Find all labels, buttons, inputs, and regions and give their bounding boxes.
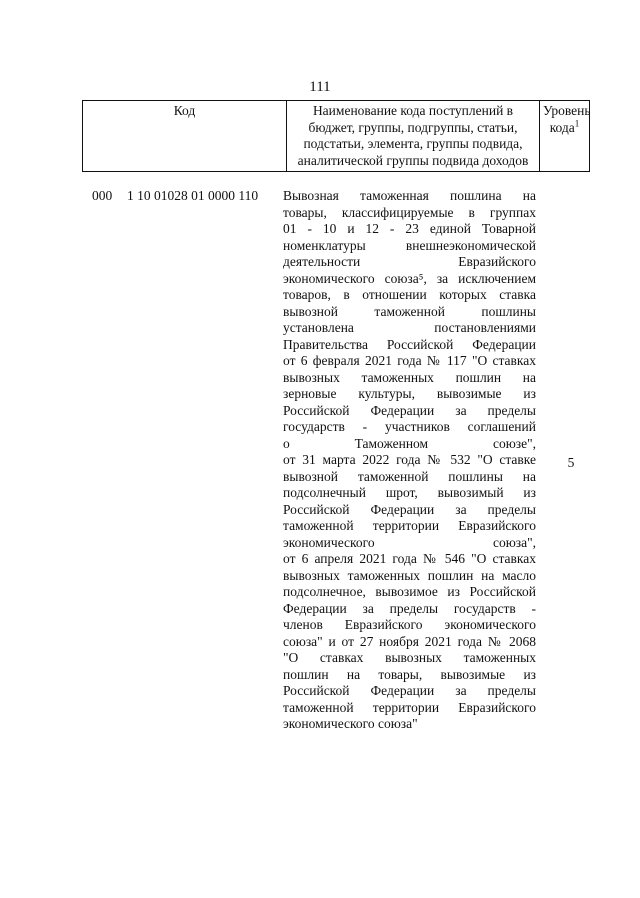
description-line: таможенной территории Евразийского	[283, 518, 536, 533]
description-line: Российской Федерации за пределы	[283, 402, 536, 418]
description-line: 01 - 10 и 12 - 23 единой Товарной	[283, 221, 536, 236]
description-line: пошлин на товары, вывозимые из	[283, 666, 536, 682]
page-number: 111	[309, 79, 331, 95]
header-level-label: Уровень кода	[543, 103, 591, 135]
description-line: установлена постановлениями	[283, 320, 536, 335]
row-level: 5	[567, 455, 575, 470]
header-level-cell	[540, 101, 590, 172]
description-line: номенклатуры внешнеэкономической	[283, 237, 536, 253]
description-line: Правительства Российской Федерации	[283, 336, 536, 352]
description-line: Федерации за пределы государств -	[283, 600, 536, 616]
description-line: о Таможенном союзе",	[283, 435, 536, 451]
description-line: товаров, в отношении которых ставка	[283, 287, 536, 302]
description-line: вывозной таможенной пошлины на	[283, 468, 536, 484]
row-classification-code: 1 10 01028 01 0000 110	[127, 188, 259, 203]
description-line: вывозных таможенных пошлин на	[283, 369, 536, 385]
description-line: Российской Федерации за пределы	[283, 683, 536, 698]
header-level-footnote: 1	[574, 118, 580, 128]
description-line: от 6 апреля 2021 года № 546 "О ставках	[283, 551, 536, 566]
description-line: подсолнечный шрот, вывозимый из	[283, 485, 536, 500]
description-line: экономического союза",	[283, 534, 536, 550]
description-line: экономического союза⁵, за исключением	[283, 270, 536, 286]
description-line: зерновые культуры, вывозимые из	[283, 386, 536, 401]
description-line: подсолнечное, вывозимое из Российской	[283, 584, 536, 599]
description-line: деятельности Евразийского	[283, 254, 536, 269]
table-header	[82, 100, 590, 172]
header-name-cell	[287, 101, 540, 172]
description-line: Вывозная таможенная пошлина на	[283, 188, 536, 203]
description-line: от 31 марта 2022 года № 532 "О ставке	[283, 452, 536, 467]
description-line: членов Евразийского экономического	[283, 617, 536, 632]
description-line: вывозных таможенных пошлин на масло	[283, 567, 536, 583]
description-line: таможенной территории Евразийского	[283, 699, 536, 715]
description-line: товары, классифицируемые в группах	[283, 204, 536, 220]
description-line: "О ставках вывозных таможенных	[283, 650, 536, 665]
header-code-label: Код	[173, 103, 196, 118]
row-description	[283, 188, 536, 733]
description-line: союза" и от 27 ноября 2021 года № 2068	[283, 633, 536, 649]
description-line: государств - участников соглашений	[283, 419, 536, 434]
row-admin-code: 000	[92, 188, 113, 203]
header-name-label: Наименование кода поступлений в бюджет, группы, подгруппы, статьи, подстатьи, элемента, группы подвида, аналитической группы подвида доходов	[297, 103, 529, 168]
header-code-cell	[83, 101, 287, 172]
description-line: Российской Федерации за пределы	[283, 501, 536, 517]
description-line: вывозной таможенной пошлины	[283, 303, 536, 319]
description-line: от 6 февраля 2021 года № 117 "О ставках	[283, 353, 536, 368]
description-line: экономического союза"	[283, 716, 418, 731]
